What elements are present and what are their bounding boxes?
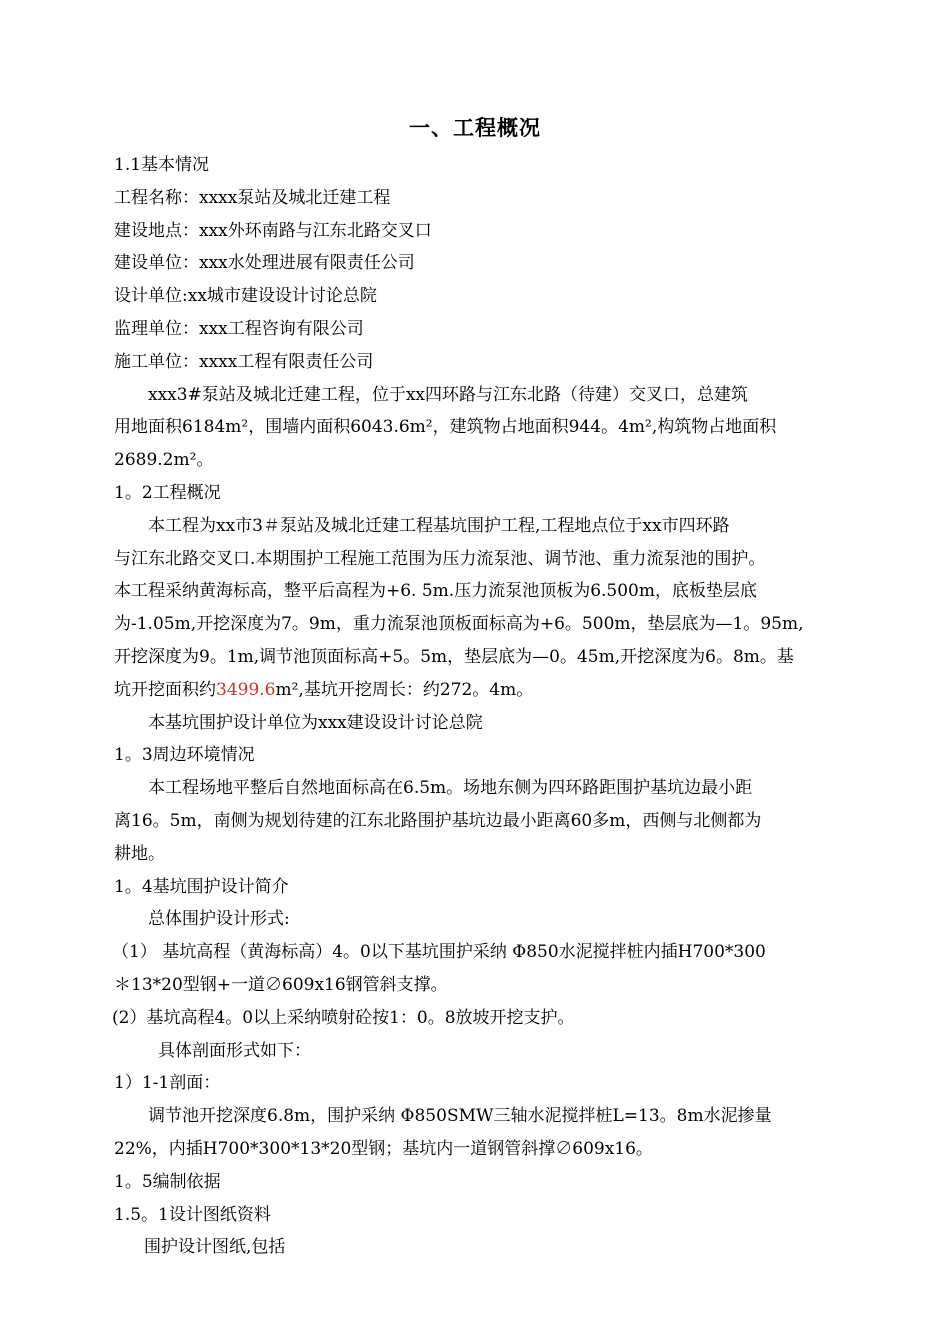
paragraph-2-line-6: [114, 674, 844, 707]
location-line: 建设地点：xxx外环南路与江东北路交叉口: [114, 220, 432, 241]
paragraph-5: 总体围护设计形式:: [148, 909, 290, 930]
paragraph-2-line-2: 与江东北路交叉口.本期围护工程施工范围为压力流泵池、调节池、重力流泵池的围护。: [114, 548, 766, 569]
designer-line: 设计单位:xx城市建设设计讨论总院: [114, 286, 377, 307]
list-item-3: 1）1-1剖面：: [114, 1073, 221, 1094]
list-item-1-line-2: ＊13*20型钢+一道∅609x16钢管斜支撑。: [114, 974, 448, 995]
paragraph-4-line-3: 耕地。: [114, 843, 165, 864]
section-heading-1-1: 1.1基本情况: [114, 155, 210, 175]
paragraph-4-line-2: 离16。5m，南侧为规划待建的江东北路围护基坑边最小距离60多m，西侧与北侧都为: [114, 810, 762, 831]
paragraph-2-line-6-start: 坑开挖面积约: [114, 679, 216, 700]
owner-line: 建设单位：xxx水处理进展有限责任公司: [114, 253, 415, 274]
excavation-area-value: 3499.6: [216, 679, 276, 700]
list-item-1-line-1: （1） 基坑高程（黄海标高）4。0以下基坑围护采纳 Φ850水泥搅拌桩内插H700*300: [112, 942, 766, 963]
paragraph-1-line-1: xxx3#泵站及城北迁建工程，位于xx四环路与江东北路（待建）交叉口，总建筑: [148, 384, 748, 405]
paragraph-2-line-6-end: m²,基坑开挖周长：约272。4m。: [275, 679, 534, 700]
section-heading-1-5: 1。5编制依据: [114, 1171, 221, 1192]
paragraph-1-line-3: 2689.2m²。: [114, 450, 214, 471]
document-body: [114, 149, 844, 1264]
paragraph-3: 本基坑围护设计单位为xxx建设设计讨论总院: [148, 712, 483, 733]
section-heading-1-2: 1。2工程概况: [114, 482, 221, 503]
section-heading-1-5-1: 1.5。1设计图纸资料: [114, 1204, 271, 1225]
paragraph-2-line-4: 为-1.05m,开挖深度为7。9m，重力流泵池顶板面标高为+6。500m，垫层底为—1。95m,: [114, 614, 804, 635]
document-title: 一、工程概况: [409, 116, 541, 140]
paragraph-6: 具体剖面形式如下：: [158, 1040, 311, 1061]
paragraph-2-line-1: 本工程为xx市3＃泵站及城北迁建工程基坑围护工程,工程地点位于xx市四环路: [148, 515, 730, 536]
paragraph-2-line-5: 开挖深度为9。1m,调节池顶面标高+5。5m，垫层底为—0。45m,开挖深度为6。8m。基: [114, 646, 794, 667]
paragraph-7-line-1: 调节池开挖深度6.8m，围护采纳 Φ850SMW三轴水泥搅拌桩L=13。8m水泥掺量: [148, 1106, 772, 1127]
paragraph-4-line-1: 本工程场地平整后自然地面标高在6.5m。场地东侧为四环路距围护基坑边最小距: [148, 778, 753, 799]
paragraph-1-line-2: 用地面积6184m²，围墙内面积6043.6m²，建筑物占地面积944。4m²,构筑物占地面积: [114, 417, 777, 438]
list-item-2: (2）基坑高程4。0以上采纳喷射砼按1：0。8放坡开挖支护。: [112, 1007, 575, 1028]
project-name-line: 工程名称：xxxx泵站及城北迁建工程: [114, 187, 391, 208]
supervisor-line: 监理单位：xxx工程咨询有限公司: [114, 318, 364, 339]
contractor-line: 施工单位：xxxx工程有限责任公司: [114, 351, 374, 372]
section-heading-1-3: 1。3周边环境情况: [114, 745, 255, 766]
paragraph-8: 围护设计图纸,包括: [144, 1237, 286, 1258]
section-heading-1-4: 1。4基坑围护设计简介: [114, 876, 289, 897]
paragraph-7-line-2: 22%，内插H700*300*13*20型钢；基坑内一道钢管斜撑∅609x16。: [114, 1138, 653, 1159]
paragraph-2-line-3: 本工程采纳黄海标高，整平后高程为+6. 5m.压力流泵池顶板为6.500m，底板垫层底: [114, 581, 757, 602]
